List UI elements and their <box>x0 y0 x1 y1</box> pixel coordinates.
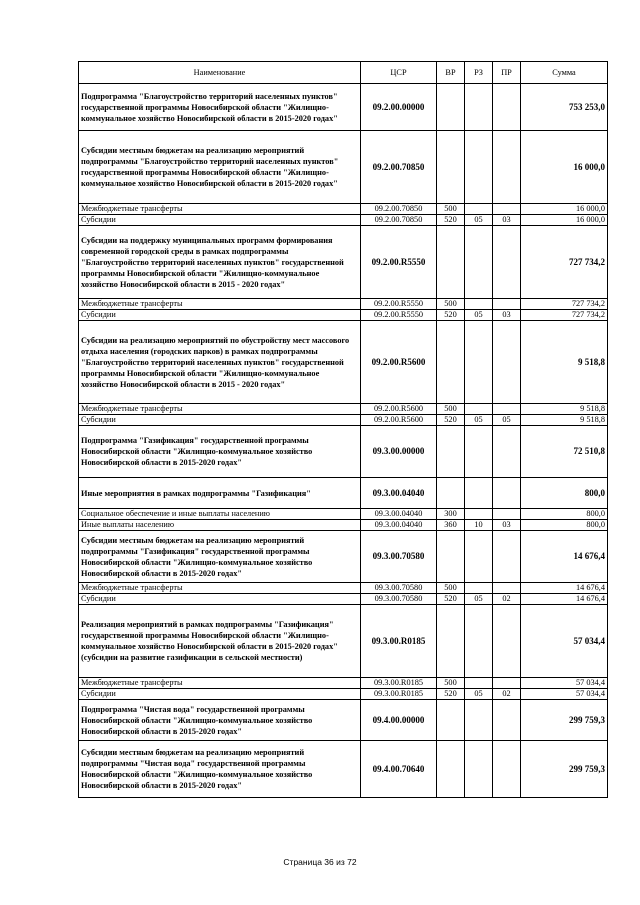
cell-vr: 500 <box>437 678 465 689</box>
table-row <box>79 605 608 678</box>
cell-sum: 727 734,2 <box>521 310 608 321</box>
cell-vr: 520 <box>437 689 465 700</box>
cell-csr: 09.3.00.04040 <box>361 509 437 520</box>
cell-vr <box>437 84 465 131</box>
cell-pr <box>493 741 521 798</box>
cell-rz <box>465 741 493 798</box>
cell-pr <box>493 678 521 689</box>
cell-pr: 03 <box>493 215 521 226</box>
cell-pr <box>493 605 521 678</box>
cell-sum: 57 034,4 <box>521 689 608 700</box>
cell-vr <box>437 426 465 478</box>
cell-csr: 09.3.00.04040 <box>361 520 437 531</box>
cell-pr: 02 <box>493 594 521 605</box>
cell-vr: 360 <box>437 520 465 531</box>
table-row <box>79 204 608 215</box>
cell-pr <box>493 509 521 520</box>
cell-rz: 05 <box>465 310 493 321</box>
cell-name: Субсидии местным бюджетам на реализацию мероприятий подпрограммы "Газификация" государственной программы Новосибирской области "Жилищно-коммунальное хозяйство Новосибирской области в 2015-2020 годах" <box>79 531 361 583</box>
table-row <box>79 583 608 594</box>
table-row <box>79 226 608 299</box>
cell-name: Субсидии местным бюджетам на реализацию мероприятий подпрограммы "Чистая вода" государственной программы Новосибирской области "Жилищно-коммунальное хозяйство Новосибирской области в 2015-2020 годах" <box>79 741 361 798</box>
cell-csr: 09.3.00.70580 <box>361 583 437 594</box>
table-row <box>79 84 608 131</box>
cell-csr: 09.3.00.00000 <box>361 426 437 478</box>
table-body <box>79 84 608 798</box>
cell-pr <box>493 531 521 583</box>
table-row <box>79 689 608 700</box>
cell-sum: 14 676,4 <box>521 583 608 594</box>
table-row <box>79 520 608 531</box>
cell-rz <box>465 226 493 299</box>
cell-rz <box>465 204 493 215</box>
cell-csr: 09.2.00.R5550 <box>361 226 437 299</box>
table-row <box>79 700 608 741</box>
cell-vr <box>437 131 465 204</box>
cell-pr <box>493 426 521 478</box>
cell-csr: 09.3.00.70580 <box>361 531 437 583</box>
cell-vr: 520 <box>437 215 465 226</box>
cell-rz: 05 <box>465 415 493 426</box>
cell-pr: 03 <box>493 520 521 531</box>
cell-name: Субсидии местным бюджетам на реализацию мероприятий подпрограммы "Благоустройство территорий населенных пунктов" государственной программы Новосибирской области "Жилищно-коммунальное хозяйство Новосибирской области в 2015-2020 годах" <box>79 131 361 204</box>
cell-pr <box>493 84 521 131</box>
cell-name: Субсидии <box>79 594 361 605</box>
cell-vr: 300 <box>437 509 465 520</box>
header-sum: Сумма <box>521 62 608 84</box>
cell-csr: 09.3.00.70580 <box>361 594 437 605</box>
cell-vr: 500 <box>437 204 465 215</box>
cell-pr <box>493 583 521 594</box>
cell-csr: 09.3.00.R0185 <box>361 678 437 689</box>
table-header-row <box>79 62 608 84</box>
cell-name: Субсидии на реализацию мероприятий по обустройству мест массового отдыха населения (городских парков) в рамках подпрограммы "Благоустройство территорий населенных пунктов" государственной программы Новосибирской области "Жилищно-коммунальное хозяйство Новосибирской области в 2015 - 2020 годах" <box>79 321 361 404</box>
header-vr: ВР <box>437 62 465 84</box>
cell-name: Социальное обеспечение и иные выплаты населению <box>79 509 361 520</box>
cell-sum: 9 518,8 <box>521 321 608 404</box>
cell-vr: 500 <box>437 583 465 594</box>
cell-sum: 57 034,4 <box>521 605 608 678</box>
cell-pr <box>493 321 521 404</box>
cell-csr: 09.2.00.00000 <box>361 84 437 131</box>
table-row <box>79 531 608 583</box>
cell-name: Иные выплаты населению <box>79 520 361 531</box>
cell-name: Межбюджетные трансферты <box>79 299 361 310</box>
cell-csr: 09.2.00.70850 <box>361 204 437 215</box>
cell-vr: 520 <box>437 415 465 426</box>
table-row <box>79 131 608 204</box>
cell-sum: 9 518,8 <box>521 404 608 415</box>
cell-pr <box>493 299 521 310</box>
cell-sum: 727 734,2 <box>521 299 608 310</box>
cell-csr: 09.3.00.R0185 <box>361 689 437 700</box>
header-csr: ЦСР <box>361 62 437 84</box>
cell-name: Субсидии <box>79 689 361 700</box>
table-row <box>79 215 608 226</box>
cell-vr: 500 <box>437 299 465 310</box>
cell-sum: 800,0 <box>521 520 608 531</box>
cell-sum: 16 000,0 <box>521 215 608 226</box>
cell-sum: 16 000,0 <box>521 131 608 204</box>
table-row <box>79 415 608 426</box>
header-pr: ПР <box>493 62 521 84</box>
cell-sum: 727 734,2 <box>521 226 608 299</box>
cell-name: Межбюджетные трансферты <box>79 583 361 594</box>
cell-pr <box>493 478 521 509</box>
table-row <box>79 478 608 509</box>
cell-rz: 05 <box>465 689 493 700</box>
cell-name: Субсидии <box>79 215 361 226</box>
cell-sum: 16 000,0 <box>521 204 608 215</box>
table-row <box>79 321 608 404</box>
cell-rz: 05 <box>465 594 493 605</box>
table-row <box>79 594 608 605</box>
cell-pr <box>493 226 521 299</box>
cell-name: Реализация мероприятий в рамках подпрограммы "Газификация" государственной программы Новосибирской области "Жилищно-коммунальное хозяйство Новосибирской области в 2015-2020 годах" (субсидии на развитие газификации в сельской местности) <box>79 605 361 678</box>
cell-rz <box>465 605 493 678</box>
cell-csr: 09.4.00.00000 <box>361 700 437 741</box>
cell-pr <box>493 700 521 741</box>
cell-pr <box>493 404 521 415</box>
cell-rz <box>465 131 493 204</box>
table-row <box>79 404 608 415</box>
cell-sum: 14 676,4 <box>521 594 608 605</box>
cell-vr <box>437 605 465 678</box>
cell-csr: 09.2.00.R5550 <box>361 310 437 321</box>
cell-name: Межбюджетные трансферты <box>79 404 361 415</box>
cell-pr <box>493 131 521 204</box>
cell-pr: 05 <box>493 415 521 426</box>
cell-rz <box>465 531 493 583</box>
cell-name: Подпрограмма "Газификация" государственной программы Новосибирской области "Жилищно-коммунальное хозяйство Новосибирской области в 2015-2020 годах" <box>79 426 361 478</box>
cell-name: Межбюджетные трансферты <box>79 204 361 215</box>
cell-name: Подпрограмма "Чистая вода" государственной программы Новосибирской области "Жилищно-коммунальное хозяйство Новосибирской области в 2015-2020 годах" <box>79 700 361 741</box>
cell-csr: 09.3.00.04040 <box>361 478 437 509</box>
cell-csr: 09.2.00.R5600 <box>361 415 437 426</box>
cell-sum: 753 253,0 <box>521 84 608 131</box>
cell-rz <box>465 700 493 741</box>
cell-vr <box>437 478 465 509</box>
cell-name: Субсидии на поддержку муниципальных программ формирования современной городской среды в рамках подпрограммы "Благоустройство территорий населенных пунктов" государственной программы Новосибирской области "Жилищно-коммунальное хозяйство Новосибирской области в 2015 - 2020 годах" <box>79 226 361 299</box>
cell-rz <box>465 509 493 520</box>
cell-vr: 520 <box>437 594 465 605</box>
cell-sum: 299 759,3 <box>521 700 608 741</box>
cell-sum: 299 759,3 <box>521 741 608 798</box>
cell-sum: 800,0 <box>521 509 608 520</box>
cell-pr <box>493 204 521 215</box>
table-row <box>79 509 608 520</box>
cell-csr: 09.2.00.R5550 <box>361 299 437 310</box>
cell-rz <box>465 678 493 689</box>
cell-vr <box>437 321 465 404</box>
cell-csr: 09.2.00.70850 <box>361 131 437 204</box>
cell-csr: 09.3.00.R0185 <box>361 605 437 678</box>
cell-name: Субсидии <box>79 310 361 321</box>
table-row <box>79 678 608 689</box>
cell-vr: 500 <box>437 404 465 415</box>
cell-vr <box>437 226 465 299</box>
cell-vr <box>437 531 465 583</box>
cell-rz <box>465 404 493 415</box>
table-row <box>79 310 608 321</box>
cell-csr: 09.2.00.R5600 <box>361 321 437 404</box>
cell-rz: 05 <box>465 215 493 226</box>
cell-sum: 14 676,4 <box>521 531 608 583</box>
cell-name: Иные мероприятия в рамках подпрограммы "Газификация" <box>79 478 361 509</box>
cell-rz: 10 <box>465 520 493 531</box>
table-row <box>79 741 608 798</box>
cell-pr: 03 <box>493 310 521 321</box>
cell-rz <box>465 299 493 310</box>
header-rz: РЗ <box>465 62 493 84</box>
cell-vr <box>437 700 465 741</box>
cell-vr <box>437 741 465 798</box>
cell-sum: 57 034,4 <box>521 678 608 689</box>
cell-sum: 800,0 <box>521 478 608 509</box>
cell-rz <box>465 583 493 594</box>
cell-csr: 09.4.00.70640 <box>361 741 437 798</box>
cell-vr: 520 <box>437 310 465 321</box>
cell-csr: 09.2.00.R5600 <box>361 404 437 415</box>
header-name: Наименование <box>79 62 361 84</box>
cell-name: Подпрограмма "Благоустройство территорий населенных пунктов" государственной программы Новосибирской области "Жилищно-коммунальное хозяйство Новосибирской области в 2015-2020 годах" <box>79 84 361 131</box>
page-number: Страница 36 из 72 <box>283 857 357 867</box>
table-row <box>79 299 608 310</box>
cell-sum: 72 510,8 <box>521 426 608 478</box>
cell-rz <box>465 321 493 404</box>
cell-pr: 02 <box>493 689 521 700</box>
cell-name: Субсидии <box>79 415 361 426</box>
cell-rz <box>465 84 493 131</box>
table-row <box>79 426 608 478</box>
cell-sum: 9 518,8 <box>521 415 608 426</box>
cell-csr: 09.2.00.70850 <box>361 215 437 226</box>
cell-rz <box>465 426 493 478</box>
budget-table <box>78 61 608 798</box>
cell-name: Межбюджетные трансферты <box>79 678 361 689</box>
cell-rz <box>465 478 493 509</box>
